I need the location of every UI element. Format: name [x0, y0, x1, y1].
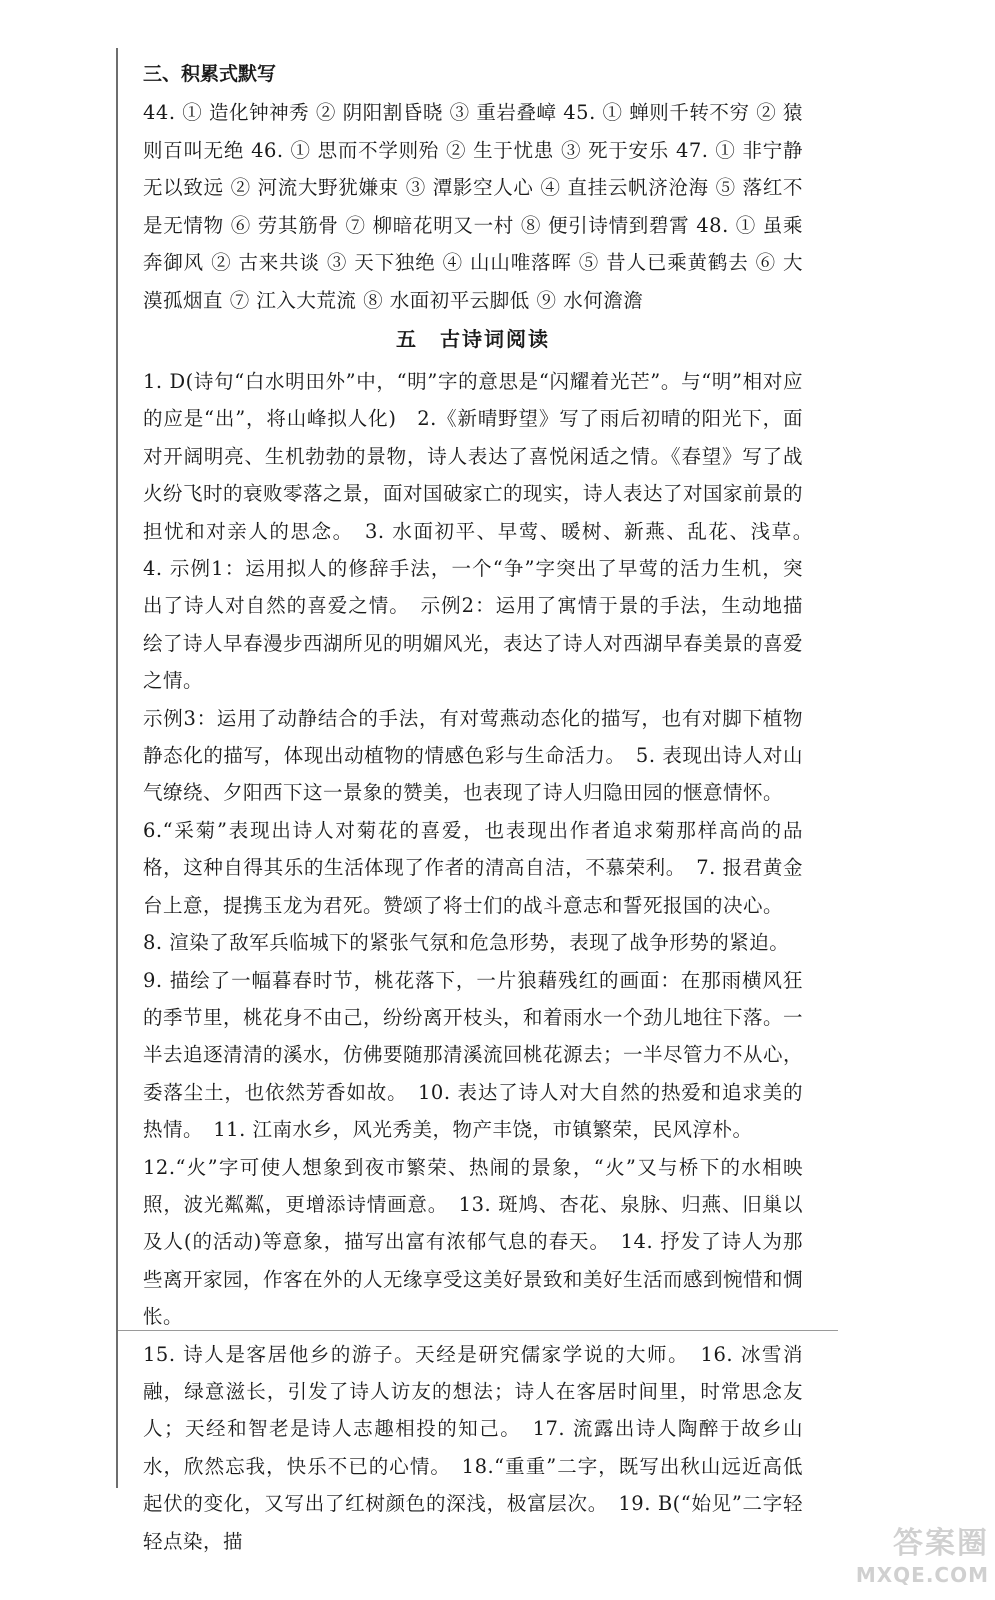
answer-paragraph-6-7: 6.“采菊”表现出诗人对菊花的喜爱，也表现出作者追求菊那样高尚的品格，这种自得其乐的生活体现了作者的清高自洁，不慕荣利。 7. 报君黄金台上意，提携玉龙为君死。赞颂了将士们的战斗意志和誓死报国的决心。: [143, 818, 803, 917]
answer-content: [143, 60, 824, 1560]
answer-paragraph-15-19: 15. 诗人是客居他乡的游子。天经是研究儒家学说的大师。 16. 冰雪消融，绿意滋长，引发了诗人访友的想法；诗人在客居时间里，时常思念友人；天经和智老是诗人志趣相投的知己。 17. 流露出诗人陶醉于故乡山水，欣然忘我，快乐不已的心情。 18.“重重”二字，既写出秋山远近高低起伏的变化，又写出了红树颜色的深浅，极富层次。 19. B(“始见”二字轻轻点染，描: [143, 1342, 803, 1553]
dictation-answers: 44. ① 造化钟神秀 ② 阴阳割昏晓 ③ 重岩叠嶂 45. ① 蝉则千转不穷 ② 猿则百叫无绝 46. ① 思而不学则殆 ② 生于忧患 ③ 死于安乐 47. ① 非宁静无以致远 ② 河流大野犹嫌束 ③ 潭影空人心 ④ 直挂云帆济沧海 ⑤ 落红不是无情物 ⑥ 劳其筋骨 ⑦ 柳暗花明又一村 ⑧ 便引诗情到碧霄 48. ① 虽乘奔御风 ② 古来共谈 ③ 天下独绝 ④ 山山唯落晖 ⑤ 昔人已乘黄鹤去 ⑥ 大漠孤烟直 ⑦ 江入大荒流 ⑧ 水面初平云脚低 ⑨ 水何澹澹: [143, 101, 803, 312]
left-margin-rule: [116, 48, 118, 1488]
section-heading: 三、积累式默写: [143, 63, 277, 85]
chapter-title: 五 古诗词阅读: [396, 327, 550, 351]
answer-paragraph-1-4: 1. D(诗句“白水明田外”中，“明”字的意思是“闪耀着光芒”。与“明”相对应的应是“出”，将山峰拟人化) 2.《新晴野望》写了雨后初晴的阳光下，面对开阔明亮、生机勃勃的景物，诗人表达了喜悦闲适之情。《春望》写了战火纷飞时的衰败零落之景，面对国破家亡的现实，诗人表达了对国家前景的担忧和对亲人的思念。 3. 水面初平、早莺、暖树、新燕、乱花、浅草。 4. 示例1：运用拟人的修辞手法，一个“争”字突出了早莺的活力生机，突出了诗人对自然的喜爱之情。 示例2：运用了寓情于景的手法，生动地描绘了诗人早春漫步西湖所见的明媚风光，表达了诗人对西湖早春美景的喜爱之情。: [143, 370, 824, 693]
watermark-logo-text: 答案圈: [893, 1526, 989, 1561]
answer-paragraph-5: 示例3：运用了动静结合的手法，有对莺燕动态化的描写，也有对脚下植物静态化的描写，体现出动植物的情感色彩与生命活力。 5. 表现出诗人对山气缭绕、夕阳西下这一景象的赞美，也表现了诗人归隐田园的惬意情怀。: [143, 706, 803, 805]
answer-paragraph-12-14: 12.“火”字可使人想象到夜市繁荣、热闹的景象，“火”又与桥下的水相映照，波光粼粼，更增添诗情画意。 13. 斑鸠、杏花、泉脉、归燕、旧巢以及人(的活动)等意象，描写出富有浓郁气息的春天。 14. 抒发了诗人为那些离开家园，作客在外的人无缘享受这美好景致和美好生活而感到惋惜和惆怅。: [143, 1155, 804, 1329]
answer-paragraph-9-11: 9. 描绘了一幅暮春时节，桃花落下，一片狼藉残红的画面：在那雨横风狂的季节里，桃花身不由己，纷纷离开枝头，和着雨水一个劲儿地往下落。一半去追逐清清的溪水，仿佛要随那清溪流回桃花源去；一半尽管力不从心，委落尘土，也依然芳香如故。 10. 表达了诗人对大自然的热爱和追求美的热情。 11. 江南水乡，风光秀美，物产丰饶，市镇繁荣，民风淳朴。: [143, 968, 804, 1142]
watermark-url: MXQE.COM: [855, 1563, 989, 1587]
site-watermark: [839, 1526, 989, 1596]
answer-paragraph-8: 8. 渲染了敌军兵临城下的紧张气氛和危急形势，表现了战争形势的紧迫。: [143, 931, 790, 955]
